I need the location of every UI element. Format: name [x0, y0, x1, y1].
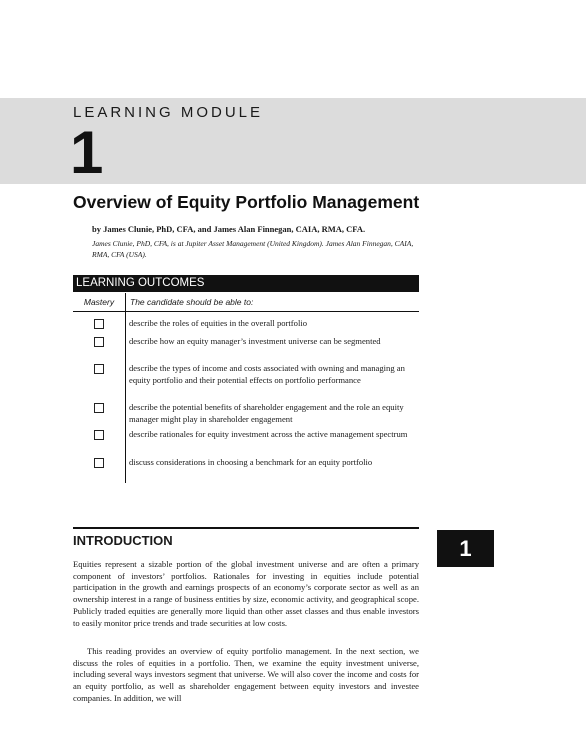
- table-divider-horizontal: [73, 311, 419, 312]
- introduction-paragraph-1: Equities represent a sizable portion of the global investment universe and are often a primary component of investors’ portfolios. Rationales for investing in equities include potential participation in the growth and earnings prospects of an economy’s corporate sector as well as an ownership interest in a range of business entities by size, economic activity, and geographical scope. Publicly traded equities are generally more liquid than other asset classes and thus enable investors to easily monitor price trends and trade securities at low costs.: [73, 559, 419, 628]
- learning-outcome-5: describe rationales for equity investment across the active management spectrum: [129, 429, 408, 439]
- page-title: Overview of Equity Portfolio Management: [73, 192, 420, 212]
- mastery-checkbox-3[interactable]: [94, 364, 104, 374]
- learning-outcomes-header: LEARNING OUTCOMES: [73, 275, 419, 292]
- table-divider-vertical: [125, 293, 126, 483]
- learning-outcome-1: describe the roles of equities in the overall portfolio: [129, 318, 308, 328]
- introduction-paragraph-2: This reading provides an overview of equity portfolio management. In the next section, we discuss the roles of equities in a portfolio. Then, we examine the equity investment universe, including several ways investors segment that universe. We will also cover the income and costs for an equity portfolio, as well as shareholder engagement between equity investors and investee companies. In addition, we will: [73, 646, 419, 703]
- candidate-column-header: The candidate should be able to:: [130, 297, 254, 307]
- mastery-column-header: Mastery: [83, 297, 115, 307]
- module-label: LEARNING MODULE: [73, 104, 264, 121]
- introduction-rule: [73, 527, 419, 529]
- author-affiliation: James Clunie, PhD, CFA, is at Jupiter Asset Management (United Kingdom). James Alan Finnegan, CAIA, RMA, CFA (USA).: [92, 239, 414, 259]
- section-number-box: 1: [437, 530, 494, 567]
- mastery-checkbox-6[interactable]: [94, 458, 104, 468]
- mastery-checkbox-1[interactable]: [94, 319, 104, 329]
- learning-outcome-3: describe the types of income and costs associated with owning and managing an equity portfolio and their potential effects on portfolio performance: [129, 363, 405, 385]
- authors-line: by James Clunie, PhD, CFA, and James Alan Finnegan, CAIA, RMA, CFA.: [92, 224, 366, 234]
- module-number: 1: [70, 119, 104, 186]
- mastery-checkbox-4[interactable]: [94, 403, 104, 413]
- learning-outcome-6: discuss considerations in choosing a benchmark for an equity portfolio: [129, 457, 373, 467]
- learning-outcome-4: describe the potential benefits of shareholder engagement and the role an equity manager might play in shareholder engagement: [129, 402, 404, 424]
- mastery-checkbox-5[interactable]: [94, 430, 104, 440]
- introduction-heading: INTRODUCTION: [73, 533, 173, 548]
- learning-outcome-2: describe how an equity manager’s investment universe can be segmented: [129, 336, 381, 346]
- mastery-checkbox-2[interactable]: [94, 337, 104, 347]
